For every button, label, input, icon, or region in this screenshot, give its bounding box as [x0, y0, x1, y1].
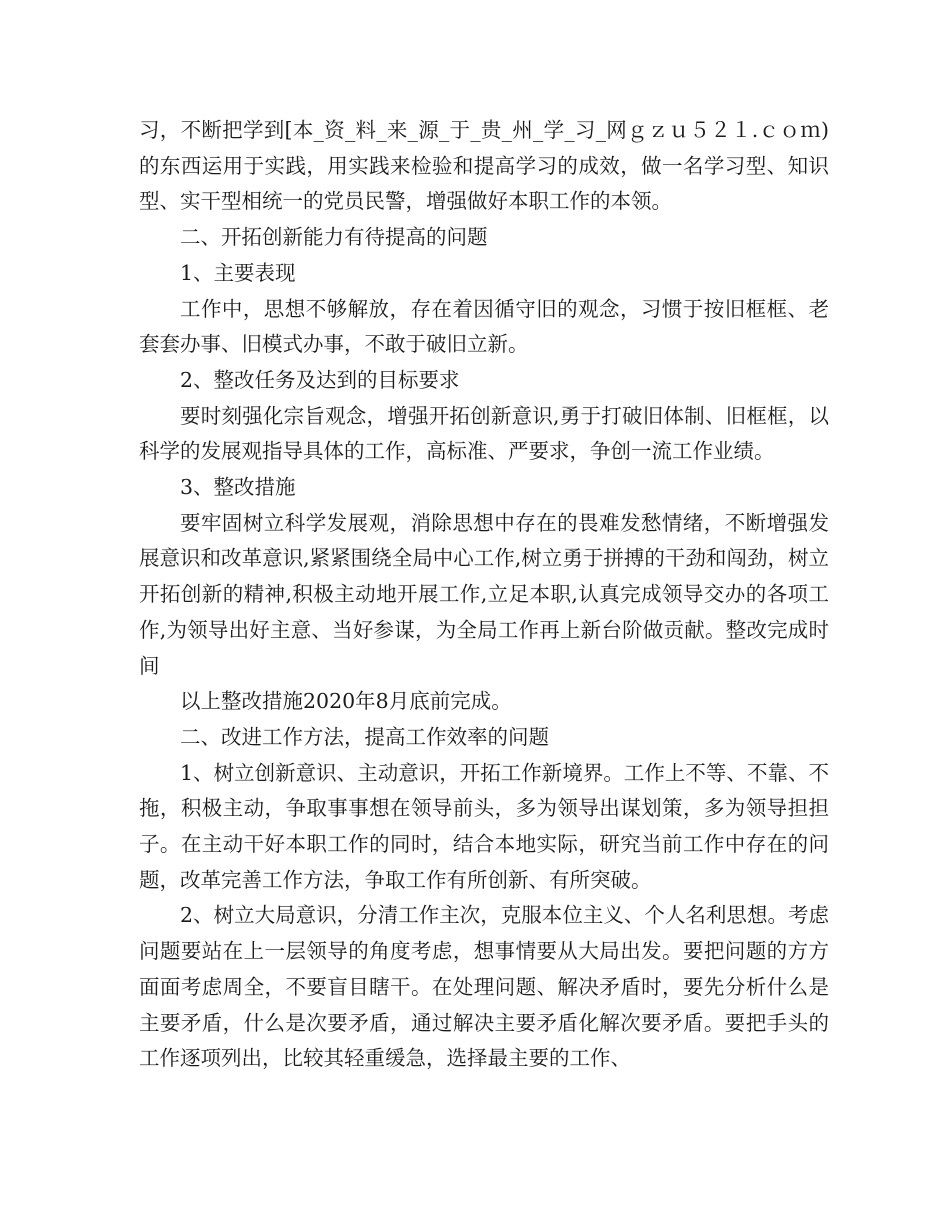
- paragraph-deadline: 以上整改措施2020年8月底前完成。: [180, 689, 512, 714]
- paragraph-measures: 要牢固树立科学发展观，消除思想中存在的畏难发愁情绪，不断增强发展意识和改革意识,紧紧围绕全局中心工作,树立勇于拼搏的干劲和闯劲，树立开拓创新的精神,积极主动地开展工作,立足本职,认真完成领导交办的各项工作,为领导出好主意、当好参谋，为全局工作再上新台阶做贡献。整改完成时间: [139, 510, 829, 678]
- document-body: [139, 113, 829, 1077]
- section-heading-innovation: 二、开拓创新能力有待提高的问题: [180, 225, 488, 250]
- paragraph-method-1: 1、树立创新意识、主动意识，开拓工作新境界。工作上不等、不靠、不拖，积极主动，争取事事想在领导前头，多为领导出谋划策，多为领导担担子。在主动干好本职工作的同时，结合本地实际，研究当前工作中存在的问题，改革完善工作方法，争取工作有所创新、有所突破。: [139, 760, 829, 892]
- subheading-measures: 3、整改措施: [180, 475, 296, 500]
- section-heading-methods: 二、改进工作方法，提高工作效率的问题: [180, 724, 549, 749]
- paragraph-continuation: 习，不断把学到[本_资_料_来_源_于_贵_州_学_习_网ｇｚｕ５２１.ｃｏｍ)的东西运用于实践，用实践来检验和提高学习的成效，做一名学习型、知识型、实干型相统一的党员民警，增强做好本职工作的本领。: [139, 118, 829, 214]
- subheading-task-goals: 2、整改任务及达到的目标要求: [180, 367, 460, 392]
- subheading-manifestation: 1、主要表现: [180, 260, 296, 285]
- paragraph-method-2: 2、树立大局意识，分清工作主次，克服本位主义、个人名利思想。考虑问题要站在上一层领导的角度考虑，想事情要从大局出发。要把问题的方方面面考虑周全，不要盲目瞎干。在处理问题、解决矛盾时，要先分析什么是主要矛盾，什么是次要矛盾，通过解决主要矛盾化解次要矛盾。要把手头的工作逐项列出，比较其轻重缓急，选择最主要的工作、: [139, 903, 829, 1071]
- paragraph-task-goals: 要时刻强化宗旨观念，增强开拓创新意识,勇于打破旧体制、旧框框，以科学的发展观指导具体的工作，高标准、严要求，争创一流工作业绩。: [139, 403, 829, 464]
- paragraph-manifestation: 工作中，思想不够解放，存在着因循守旧的观念，习惯于按旧框框、老套套办事、旧模式办事，不敢于破旧立新。: [139, 296, 829, 357]
